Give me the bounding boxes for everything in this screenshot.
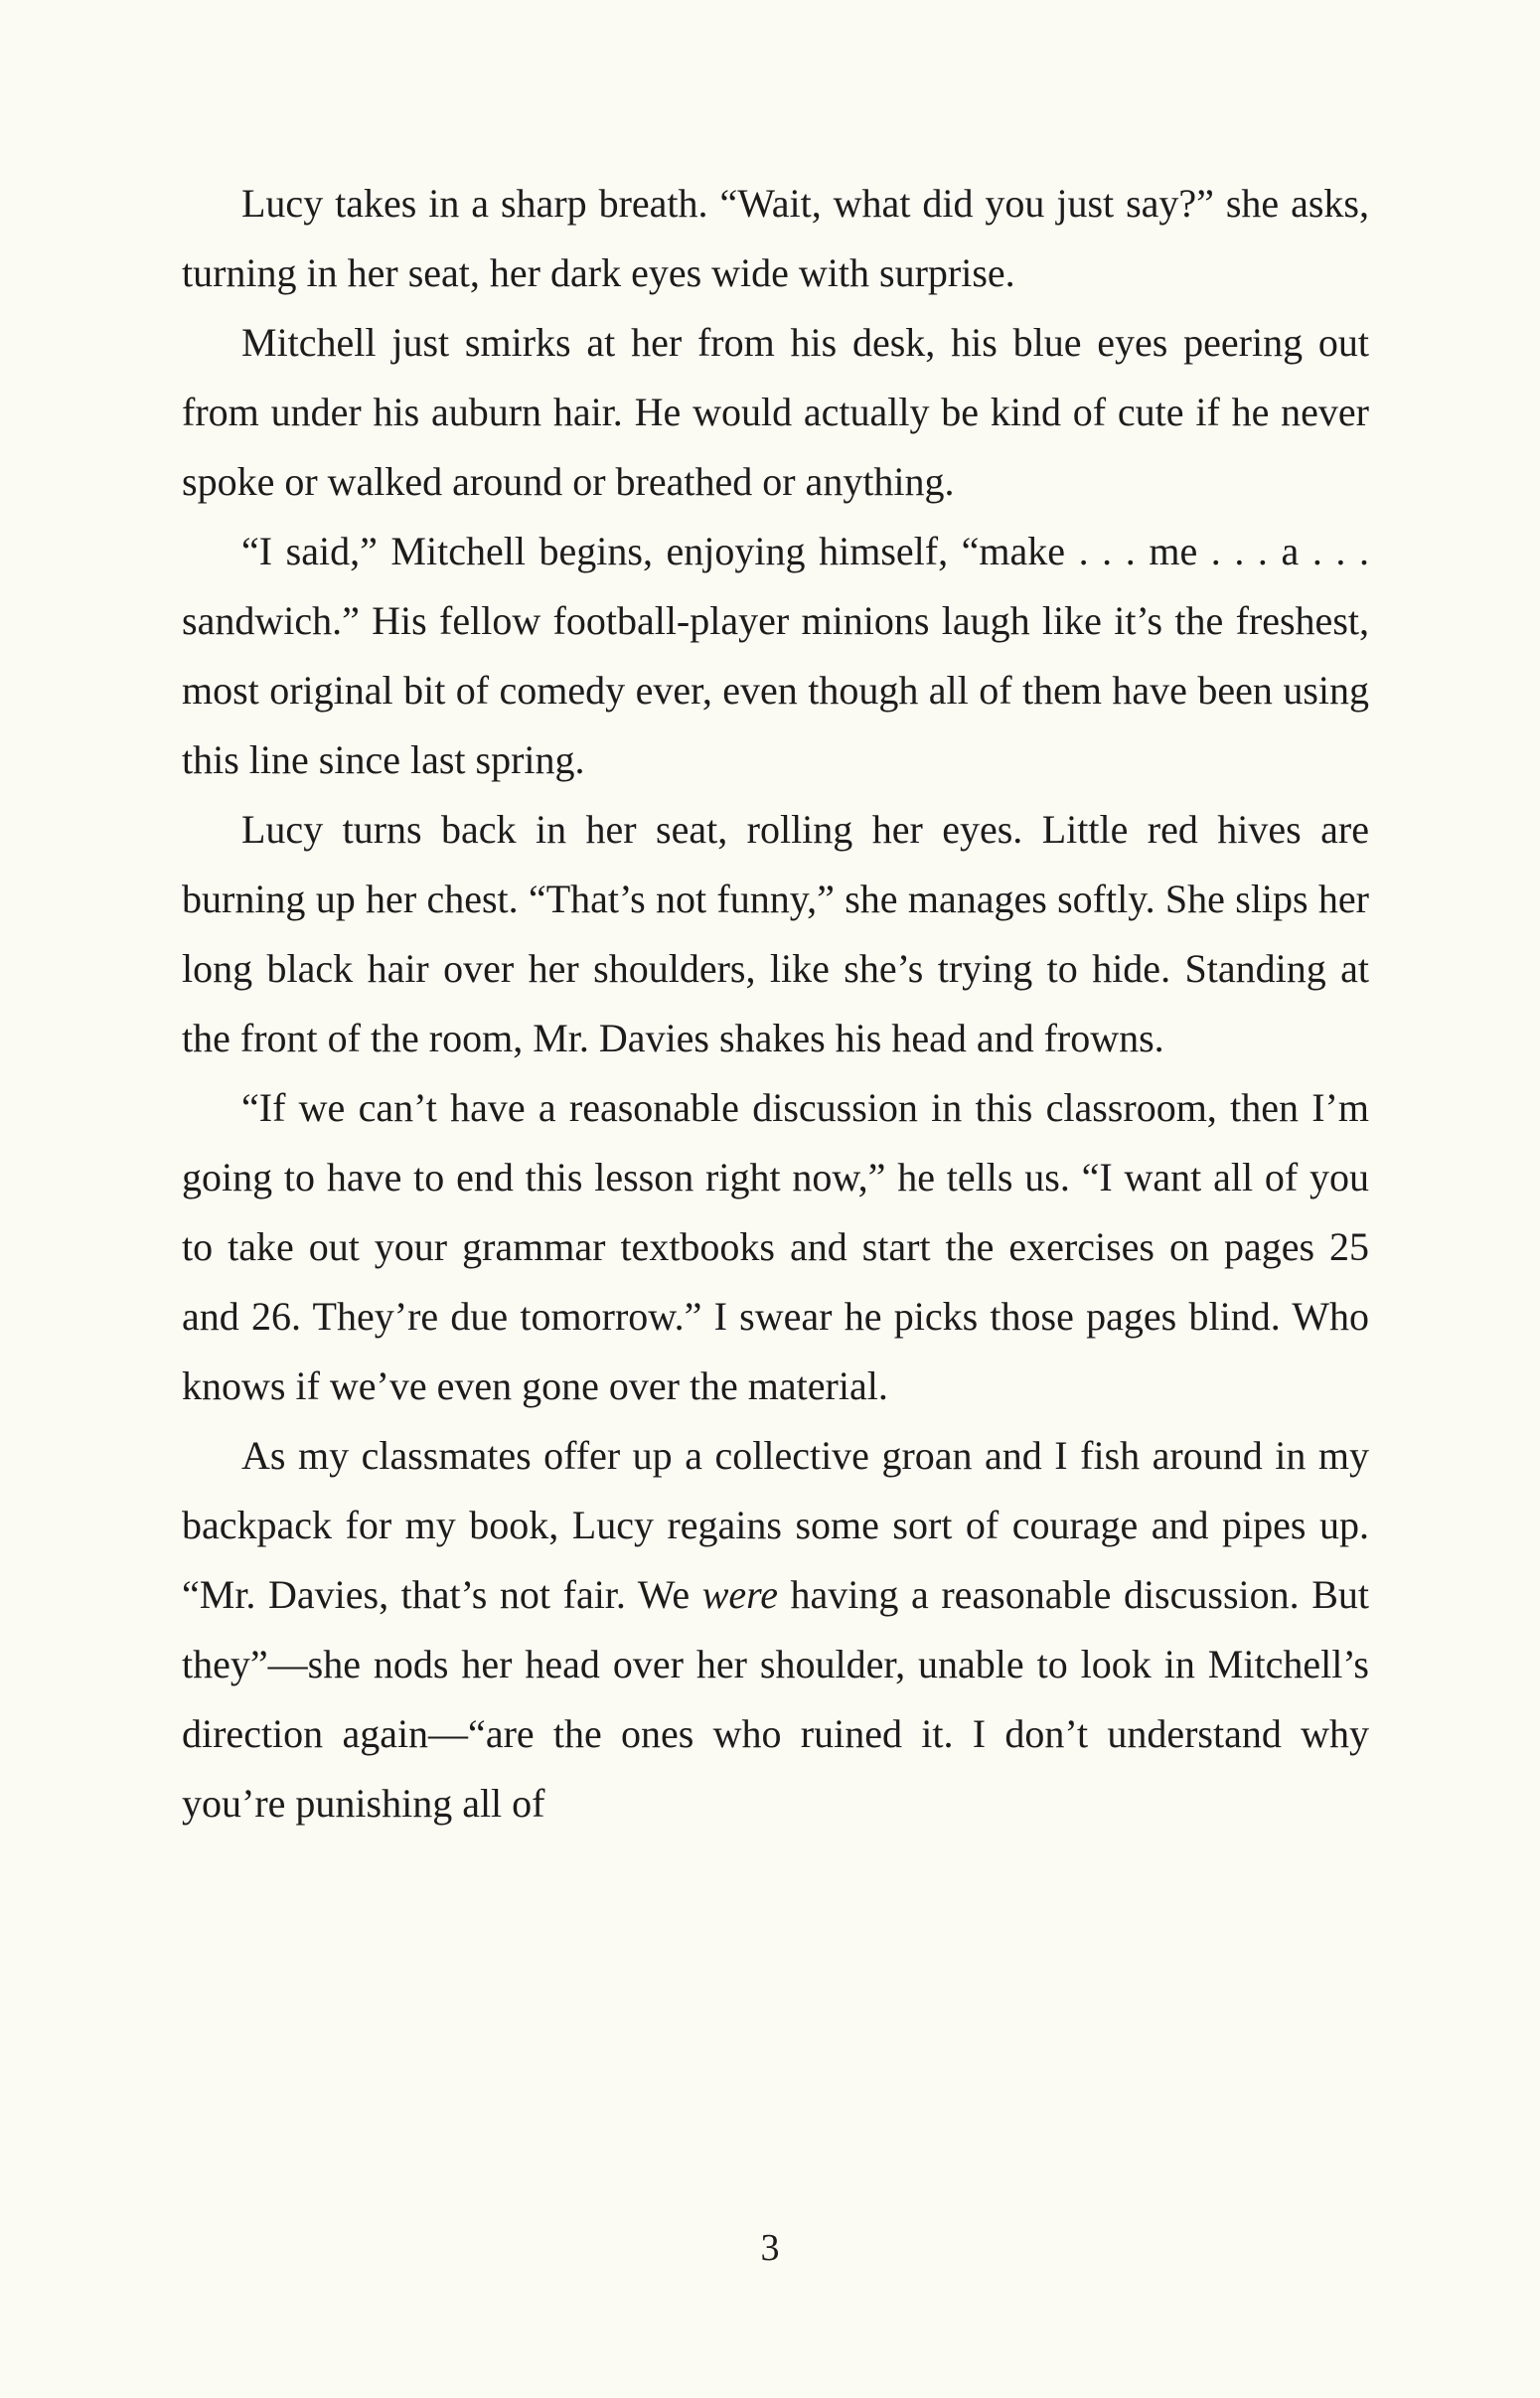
- paragraph-1: Lucy takes in a sharp breath. “Wait, what did you just say?” she asks, turning in her seat, her dark eyes wide with surprise.: [182, 181, 1369, 295]
- page-number: 3: [760, 2227, 780, 2269]
- paragraph-6-emphasis: were: [701, 1572, 778, 1617]
- paragraph-2: Mitchell just smirks at her from his desk, his blue eyes peering out from under his auburn hair. He would actually be kind of cute if he never spoke or walked around or breathed or anything.: [182, 320, 1369, 504]
- paragraph-6: [182, 1421, 1369, 1838]
- paragraph-4: Lucy turns back in her seat, rolling her eyes. Little red hives are burning up her chest. “That’s not funny,” she manages softly. She slips her long black hair over her shoulders, like she’s trying to hide. Standing at the front of the room, Mr. Davies shakes his head and frowns.: [182, 807, 1369, 1060]
- paragraph-6-text-before: As my classmates offer up a collective groan and I fish around in my backpack for my book, Lucy regains some sort of courage and pipes up. “Mr. Davies, that’s not fair. We: [182, 1433, 1369, 1617]
- paragraph-5: “If we can’t have a reasonable discussion in this classroom, then I’m going to have to end this lesson right now,” he tells us. “I want all of you to take out your grammar textbooks and start the exercises on pages 25 and 26. They’re due tomorrow.” I swear he picks those pages blind. Who knows if we’ve even gone over the material.: [182, 1085, 1369, 1408]
- paragraph-6-text-after: having a reasonable discussion. But they”—she nods her head over her shoulder, unable to look in Mitchell’s direction again—“are the ones who ruined it. I don’t understand why you’re punishing all of: [182, 1572, 1370, 1826]
- body-text: [182, 169, 1369, 1838]
- paragraph-3: “I said,” Mitchell begins, enjoying himself, “make . . . me . . . a . . . sandwich.” His fellow football-player minions laugh like it’s the freshest, most original bit of comedy ever, even though all of them have been using this line since last spring.: [182, 529, 1369, 782]
